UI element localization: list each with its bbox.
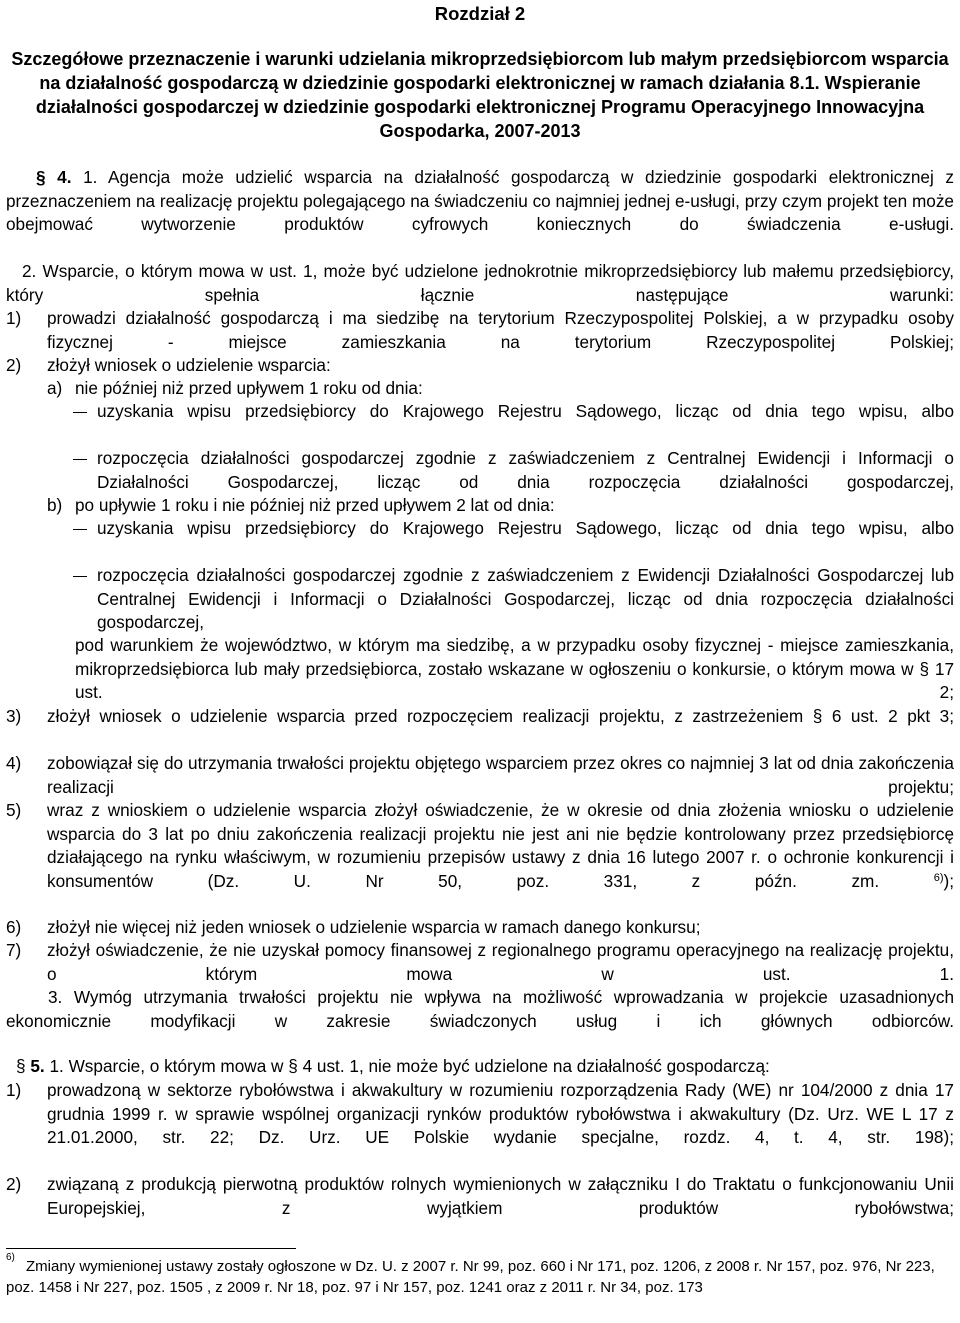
sub-letter: a) (47, 378, 63, 398)
item-number: 2) (6, 355, 22, 375)
par4-item-6: złożył nie więcej niż jeden wniosek o udzielenie wsparcia w ramach danego konkursu; (47, 917, 701, 937)
dash-bullet (73, 459, 87, 460)
par4-intro: § 4. 1. Agencja może udzielić wsparcia na działalność gospodarczą w dziedzinie gospodarki elektronicznej z przeznaczeniem na realizację projektu polegającego na świadczeniu co najmniej jednej e-usługi, przy czym projekt ten może obejmować wytworzenie produktów cyfrowych koniecznych do świadczenia e-usługi. (6, 167, 954, 234)
par4-item-2b-dash-2: rozpoczęcia działalności gospodarczej zgodnie z zaświadczeniem z Ewidencji Działalności Gospodarczej lub Centralnej Ewidencji i Informacji o Działalności Gospodarczej, licząc od dnia rozpoczęcia działalności gospodarczej, (97, 565, 954, 632)
sub-letter: b) (47, 495, 63, 515)
par4-item-2a: nie później niż przed upływem 1 roku od dnia: (75, 378, 423, 398)
par4-item-2: złożył wniosek o udzielenie wsparcia: (47, 355, 331, 375)
footnote-ref: 6) (933, 871, 944, 884)
dash-bullet (73, 576, 87, 577)
par5-symbol: § (16, 1056, 26, 1076)
par4-item-1: prowadzi działalność gospodarczą i ma siedzibę na terytorium Rzeczypospolitej Polskiej, a w przypadku osoby fizycznej - miejsce zamieszkania na terytorium Rzeczypospolitej Polskiej; (47, 308, 954, 352)
dash-bullet (73, 412, 87, 413)
par4-item-3: złożył wniosek o udzielenie wsparcia przed rozpoczęciem realizacji projektu, z zastrzeżeniem § 6 ust. 2 pkt 3; (47, 706, 954, 726)
item-number: 5) (6, 800, 22, 820)
par4-marker: § 4. (36, 167, 72, 187)
chapter-title: Szczegółowe przeznaczenie i warunki udzielania mikroprzedsiębiorcom lub małym przedsiębiorcom wsparcia na działalność gospodarczą w dziedzinie gospodarki elektronicznej w ramach działania 8.1. Wspieranie działalności gospodarczej w dziedzinie gospodarki elektronicznej Programu Operacyjnego Innowacyjna Gospodarka, 2007-2013 (11, 49, 949, 141)
par4-item-5: wraz z wnioskiem o udzielenie wsparcia złożył oświadczenie, że w okresie od dnia złożenia wniosku o udzielenie wsparcia do 3 lat po dniu zakończenia realizacji projektu nie jest ani nie będzie kontrolowany przez przedsiębiorcę działającego na rynku właściwym, w rozumieniu przepisów ustawy z dnia 16 lutego 2007 r. o ochronie konkurencji i konsumentów (Dz. U. Nr 50, poz. 331, z późn. zm. $^{6)}$); (47, 800, 954, 891)
item-number: 1) (6, 308, 22, 328)
item-number: 7) (6, 940, 22, 960)
par4-item-2a-dash-2: rozpoczęcia działalności gospodarczej zgodnie z zaświadczeniem z Centralnej Ewidencji i Informacji o Działalności Gospodarczej, licząc od dnia rozpoczęcia działalności gospodarczej, (97, 448, 954, 492)
par4-point-3: 3. Wymóg utrzymania trwałości projektu nie wpływa na możliwość wprowadzania w projekcie uzasadnionych ekonomicznie modyfikacji w zakresie świadczonych usług i ich głównych odbiorców. (6, 987, 954, 1031)
par4-item-7: złożył oświadczenie, że nie uzyskał pomocy finansowej z regionalnego programu operacyjnego na realizację projektu, o którym mowa w ust. 1. (47, 940, 954, 984)
footnote-separator (6, 1248, 296, 1249)
par4-point-2: 2. Wsparcie, o którym mowa w ust. 1, może być udzielone jednokrotnie mikroprzedsiębiorcy lub małemu przedsiębiorcy, który spełnia łącznie następujące warunki: (6, 261, 954, 305)
par5-marker: 5. (30, 1056, 45, 1076)
item-number: 2) (6, 1174, 22, 1194)
dash-bullet (73, 529, 87, 530)
footnote-text: Zmiany wymienionej ustawy zostały ogłoszone w Dz. U. z 2007 r. Nr 99, poz. 660 i Nr 171, poz. 1206, z 2008 r. Nr 157, poz. 976, Nr 223, poz. 1458 i Nr 227, poz. 1505 , z 2009 r. Nr 18, poz. 97 i Nr 157, poz. 1241 oraz z 2011 r. Nr 34, poz. 173 (6, 1258, 935, 1296)
par5-item-2: związaną z produkcją pierwotną produktów rolnych wymienionych w załączniku I do Traktatu o funkcjonowaniu Unii Europejskiej, z wyjątkiem produktów rybołówstwa; (47, 1174, 954, 1218)
item-number: 1) (6, 1080, 22, 1100)
par4-item-2-condition: pod warunkiem że województwo, w którym ma siedzibę, a w przypadku osoby fizycznej - miejsce zamieszkania, mikroprzedsiębiorca lub mały przedsiębiorca, zostało wskazane w ogłoszeniu o konkursie, o którym mowa w § 17 ust. 2; (75, 635, 954, 702)
item-number: 6) (6, 917, 22, 937)
par5-intro: § 5. 1. Wsparcie, o którym mowa w § 4 ust. 1, nie może być udzielone na działalność gospodarczą: (16, 1056, 770, 1076)
item-number: 4) (6, 753, 22, 773)
item-number: 3) (6, 706, 22, 726)
par4-item-2b-dash-1: uzyskania wpisu przedsiębiorcy do Krajowego Rejestru Sądowego, licząc od dnia tego wpisu, albo (97, 518, 954, 538)
par4-item-2b: po upływie 1 roku i nie później niż przed upływem 2 lat od dnia: (75, 495, 555, 515)
chapter-heading: Rozdział 2 (434, 3, 526, 24)
par5-item-1: prowadzoną w sektorze rybołówstwa i akwakultury w rozumieniu rozporządzenia Rady (WE) nr 104/2000 z dnia 17 grudnia 1999 r. w sprawie wspólnej organizacji rynków produktów rybołówstwa i akwakultury (Dz. Urz. WE L 17 z 21.01.2000, str. 22; Dz. Urz. UE Polskie wydanie specjalne, rozdz. 4, t. 4, str. 198); (47, 1080, 954, 1147)
par4-item-2a-dash-1: uzyskania wpisu przedsiębiorcy do Krajowego Rejestru Sądowego, licząc od dnia tego wpisu, albo (97, 401, 954, 421)
footnote-marker: 6) (6, 1252, 15, 1263)
par4-item-4: zobowiązał się do utrzymania trwałości projektu objętego wsparciem przez okres co najmniej 3 lat od dnia zakończenia realizacji projektu; (47, 753, 954, 797)
